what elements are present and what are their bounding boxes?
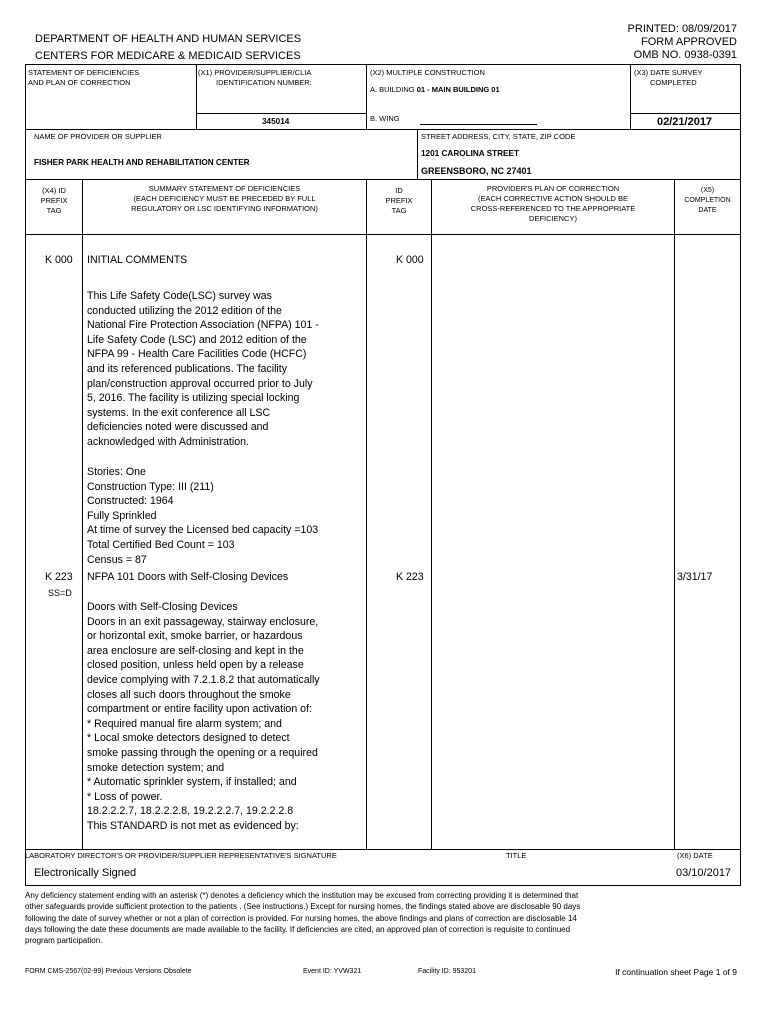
x5-header (675, 186, 740, 216)
rule-col1 (82, 179, 83, 849)
facility-id: Facility ID: 953201 (418, 968, 476, 975)
cms-title: CENTERS FOR MEDICARE & MEDICAID SERVICES (35, 50, 301, 62)
rule-x1 (196, 113, 366, 114)
rule-x1-left (196, 64, 197, 129)
event-id: Event ID: YVW321 (303, 968, 362, 975)
disclaimer-text: Any deficiency statement ending with an asterisk (*) denotes a deficiency which the institution may be excused from correcting providing it is determined that other safeguards provide sufficient protection to the patients . (See instructions.) Except for nursing homes, the findings stated above are disclosable 90 days following the date of survey whether or not a plan of correction is provided. For nursing homes, the above findings and plans of correction are disclosable 14 days following the date these documents are made available to the facility. If deficiencies are cited, an approved plan of correction is requisite to continued program participation. (25, 891, 581, 946)
x2-wing: B. WING (370, 114, 400, 123)
provider-name-label: NAME OF PROVIDER OR SUPPLIER (34, 132, 162, 141)
plan-header-line2: (EACH CORRECTIVE ACTION SHOULD BE (477, 194, 629, 203)
id-header-line1: ID (395, 186, 403, 195)
k000-title: INITIAL COMMENTS (87, 254, 188, 266)
statement-label-line1: STATEMENT OF DEFICIENCIES (28, 68, 140, 77)
rule-x2-left (366, 64, 367, 129)
rule-top (25, 64, 741, 65)
survey-completed-date: 02/21/2017 (657, 116, 713, 128)
plan-header-line4: DEFICIENCY) (529, 214, 577, 223)
signature-label: LABORATORY DIRECTOR'S OR PROVIDER/SUPPLIER REPRESENTATIVE'S SIGNATURE (25, 851, 337, 860)
omb-number: OMB NO. 0938-0391 (633, 49, 737, 61)
id-header (367, 186, 431, 216)
signature-value: Electronically Signed (34, 867, 137, 879)
provider-name: FISHER PARK HEALTH AND REHABILITATION CENTER (34, 158, 250, 167)
plan-header-line3: CROSS-REFERENCED TO THE APPROPRIATE (470, 204, 636, 213)
rule-signature (25, 849, 741, 850)
k000-survey-text: This Life Safety Code(LSC) survey was conducted utilizing the 2012 edition of the National Fire Protection Association (NFPA) 101 - Life Safety Code (LSC) and 2012 edition of the NFPA 99 - Health Care Facilities Code (HCFC) and its referenced publications. The facility plan/construction approval occurred prior to July 5, 2016. The facility is utilizing special locking systems. In the exit conference all LSC deficiencies noted were discussed and acknowledged with Administration. (87, 290, 319, 448)
address-label: STREET ADDRESS, CITY, STATE, ZIP CODE (421, 132, 576, 141)
x6-date-label: (X6) DATE (677, 851, 713, 860)
signature-date: 03/10/2017 (676, 867, 732, 879)
x4-header-line2: PREFIX (40, 196, 68, 205)
x1-label-line2: IDENTIFICATION NUMBER: (216, 78, 312, 87)
rule-col3 (431, 179, 432, 849)
rule-right (740, 64, 741, 885)
plan-header-line1: PROVIDER'S PLAN OF CORRECTION (486, 184, 620, 193)
k223-completion-date: 3/31/17 (677, 571, 713, 583)
statement-label-line2: AND PLAN OF CORRECTION (28, 78, 131, 87)
x2-label: (X2) MULTIPLE CONSTRUCTION (370, 68, 485, 77)
k223-id-tag: K 223 (396, 571, 424, 583)
x2-building-prefix: A. BUILDING (370, 85, 417, 94)
city-state-zip: GREENSBORO, NC 27401 (421, 166, 532, 176)
rule-col4 (674, 179, 675, 849)
page-indicator: If continuation sheet Page 1 of 9 (615, 967, 737, 977)
summary-header-line2: (EACH DEFICIENCY MUST BE PRECEDED BY FULL (133, 194, 316, 203)
x5-header-line3: DATE (698, 207, 717, 214)
k223-prefix-tag: K 223 (45, 571, 73, 583)
x1-label (198, 68, 364, 88)
summary-header (83, 184, 366, 214)
k223-severity: SS=D (48, 588, 72, 598)
rule-x3-left (630, 64, 631, 129)
x4-header-line1: (X4) ID (42, 186, 66, 195)
x4-header (26, 186, 82, 216)
x3-label-line1: (X3) DATE SURVEY (634, 68, 703, 77)
rule-footer (25, 885, 741, 886)
x1-label-line1: (X1) PROVIDER/SUPPLIER/CLIA (198, 68, 312, 77)
x5-header-line1: (X5) (700, 187, 715, 194)
rule-col2 (366, 179, 367, 849)
id-header-line2: PREFIX (385, 196, 413, 205)
street-address: 1201 CAROLINA STREET (421, 149, 519, 158)
summary-header-line1: SUMMARY STATEMENT OF DEFICIENCIES (148, 184, 301, 193)
title-label: TITLE (506, 851, 527, 860)
printed-date: PRINTED: 08/09/2017 (627, 23, 737, 35)
k223-title: NFPA 101 Doors with Self-Closing Devices (87, 571, 289, 583)
x2-building-value: 01 - MAIN BUILDING 01 (416, 85, 500, 94)
x2-building (370, 85, 500, 95)
x4-header-line3: TAG (46, 206, 62, 215)
k000-id-tag: K 000 (396, 254, 424, 266)
k000-building-info: Stories: One Construction Type: III (211) Constructed: 1964 Fully Sprinkled At time of survey the Licensed bed capacity =103 Total Certified Bed Count = 103 Census = 87 (87, 466, 319, 566)
wing-underline (420, 124, 537, 125)
x5-header-line2: COMPLETION (684, 197, 731, 204)
form-number: FORM CMS-2567(02-99) Previous Versions Obsolete (25, 968, 192, 975)
department-title: DEPARTMENT OF HEALTH AND HUMAN SERVICES (35, 33, 302, 45)
rule-provider (25, 129, 741, 130)
k223-standard-text: Doors with Self-Closing Devices Doors in an exit passageway, stairway enclosure, or horizontal exit, smoke barrier, or hazardous area enclosure are self-closing and kept in the closed position, unless held open by a release device complying with 7.2.1.8.2 that automatically closes all such doors throughout the smoke compartment or entire facility upon activation of: * Required manual fire alarm system; and * Local smoke detectors designed to detect smoke passing through the opening or a required smoke detection system; and * Automatic sprinkler system, if installed; and * Loss of power. 18.2.2.2.7, 18.2.2.2.8, 19.2.2.2.7, 19.2.2.2.8 This STANDARD is not met as evidenced by: (87, 601, 320, 832)
provider-id-number: 345014 (262, 117, 290, 126)
rule-body (25, 234, 741, 235)
summary-header-line3: REGULATORY OR LSC IDENTIFYING INFORMATION) (131, 204, 318, 213)
form-approved: FORM APPROVED (641, 36, 737, 48)
rule-x3 (630, 113, 741, 114)
id-header-line3: TAG (391, 206, 407, 215)
x3-label (634, 68, 734, 88)
rule-columns (25, 179, 741, 180)
x3-label-line2: COMPLETED (650, 78, 697, 87)
k000-prefix-tag: K 000 (45, 254, 73, 266)
plan-header (432, 184, 674, 224)
statement-label (28, 68, 139, 88)
rule-address-left (417, 129, 418, 179)
